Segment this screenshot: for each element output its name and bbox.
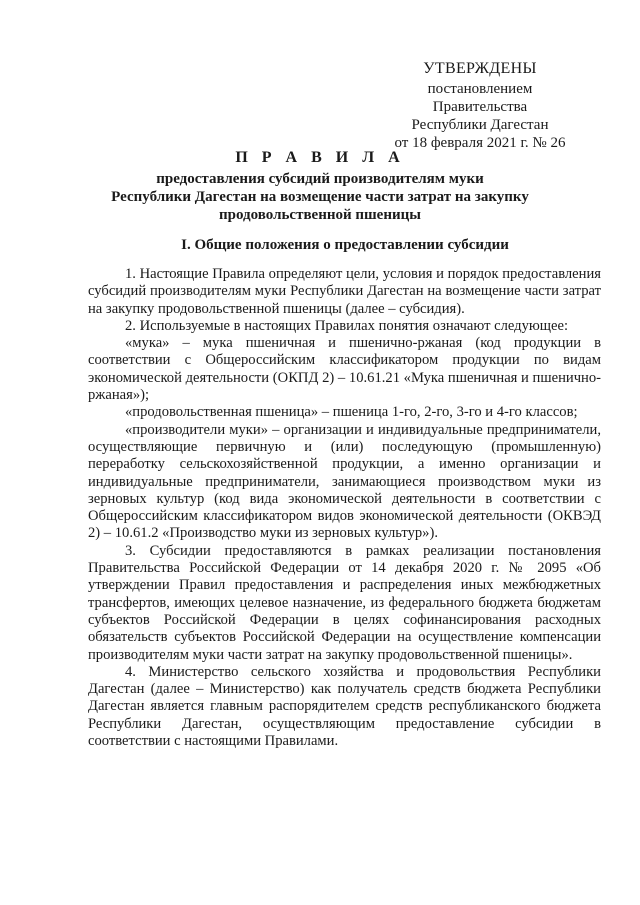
document-subtitle-line: продовольственной пшеницы (219, 207, 421, 223)
approval-line: от 18 февраля 2021 г. № 26 (394, 135, 566, 151)
approval-stamp (380, 60, 580, 152)
document-body (88, 266, 601, 750)
approval-line: Республики Дагестан (411, 117, 549, 133)
paragraph: «мука» – мука пшеничная и пшенично-ржаная (код продукции в соответствии с Общероссийским классификатором продукции по видам экономической деятельности (ОКПД 2) – 10.61.21 «Мука пшеничная и пшенично-ржаная»); (88, 335, 601, 404)
approval-line: постановлением Правительства (427, 81, 533, 115)
document-heading (90, 148, 550, 224)
document-subtitle-line: Республики Дагестан на возмещение части затрат на закупку (111, 189, 529, 205)
section-title: I. Общие положения о предоставлении субсидии (181, 237, 509, 253)
paragraph: 3. Субсидии предоставляются в рамках реализации постановления Правительства Российской Федерации от 14 декабря 2020 г. № 2095 «Об утверждении Правил предоставления и распределения иных межбюджетных трансфертов, имеющих целевое назначение, из федерального бюджета бюджетам субъектов Российской Федерации в целях софинансирования расходных обязательств субъектов Российской Федерации на осуществление компенсации производителям муки части затрат на закупку продовольственной пшеницы». (88, 542, 601, 663)
paragraph: 4. Министерство сельского хозяйства и продовольствия Республики Дагестан (далее – Министерство) как получатель средств бюджета Республики Дагестан является главным распорядителем средств республиканского бюджета Республики Дагестан, осуществляющим предоставление субсидии в соответствии с настоящими Правилами. (88, 663, 601, 750)
paragraph: «производители муки» – организации и индивидуальные предприниматели, осуществляющие первичную и (или) последующую (промышленную) переработку сельскохозяйственной продукции, а именно организации и индивидуальные предприниматели, занимающиеся производством муки из зерновых культур (код вида экономической деятельности в соответствии с Общероссийским классификатором видов экономической деятельности (ОКВЭД 2) – 10.61.2 «Производство муки из зерновых культур»). (88, 421, 601, 542)
document-subtitle-line: предоставления субсидий производителям муки (156, 171, 484, 187)
paragraph: 1. Настоящие Правила определяют цели, условия и порядок предоставления субсидий производителям муки Республики Дагестан на возмещение части затрат на закупку продовольственной пшеницы (далее – субсидия). (88, 266, 601, 317)
approval-title: УТВЕРЖДЕНЫ (423, 60, 537, 77)
document-title: П Р А В И Л А (235, 149, 405, 166)
paragraph: 2. Используемые в настоящих Правилах понятия означают следующее: (125, 317, 569, 334)
paragraph: «продовольственная пшеница» – пшеница 1-го, 2-го, 3-го и 4-го классов; (125, 404, 578, 421)
